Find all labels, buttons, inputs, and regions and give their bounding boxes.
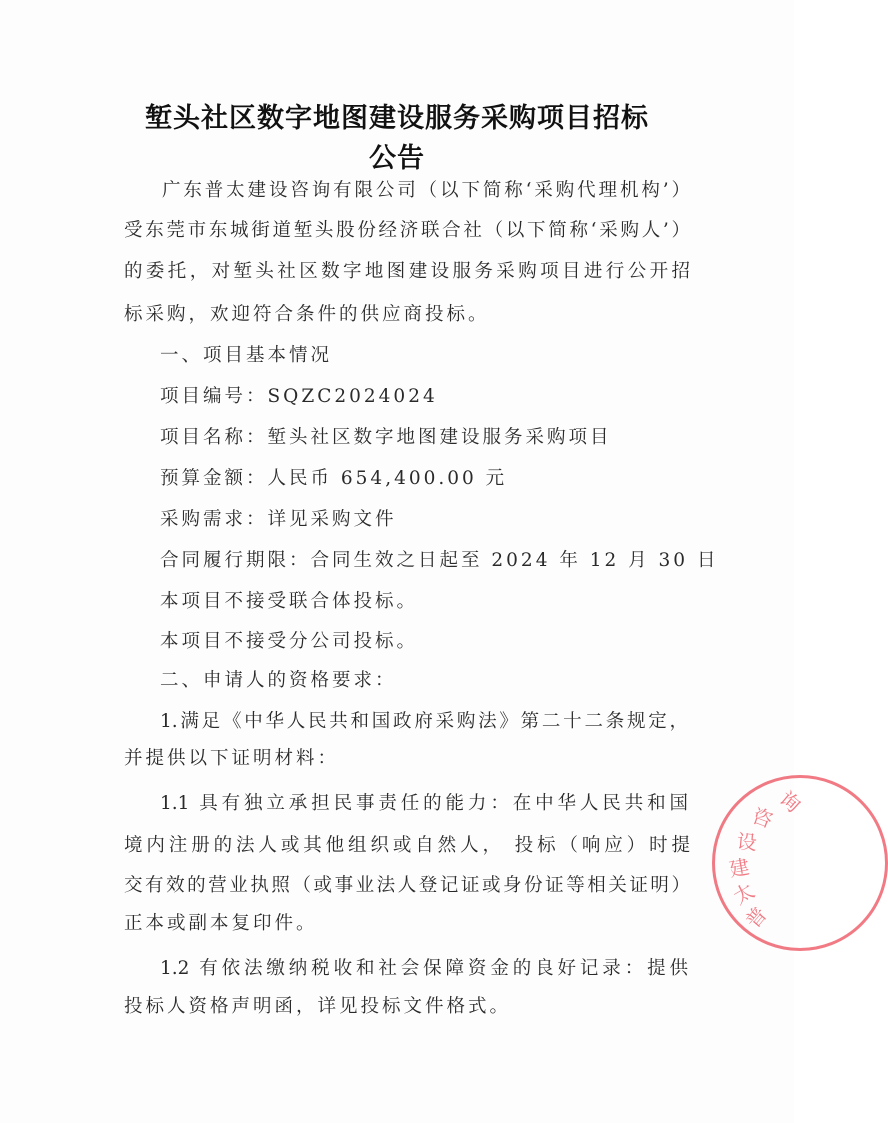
no-branch: 本项目不接受分公司投标。 — [160, 631, 419, 652]
section-heading: 二、申请人的资格要求： — [160, 670, 397, 691]
requirement-line: 1.2 有依法缴纳税收和社会保障资金的良好记录：提供 — [160, 958, 688, 979]
requirement-line: 交有效的营业执照（或事业法人登记证或身份证等相关证明） — [124, 875, 690, 896]
requirement-line: 1.满足《中华人民共和国政府采购法》第二十二条规定， — [160, 711, 688, 732]
budget-amount: 预算金额：人民币 654,400.00 元 — [160, 468, 508, 489]
requirement-line: 并提供以下证明材料： — [124, 748, 340, 769]
intro-line: 广东普太建设咨询有限公司（以下简称‘采购代理机构’） — [162, 180, 690, 201]
intro-line: 标采购，欢迎符合条件的供应商投标。 — [124, 304, 490, 325]
requirement-line: 1.1 具有独立承担民事责任的能力：在中华人民共和国 — [160, 793, 688, 814]
no-consortium: 本项目不接受联合体投标。 — [160, 591, 419, 612]
requirement-line: 投标人资格声明函，详见投标文件格式。 — [124, 996, 512, 1017]
contract-period: 合同履行期限：合同生效之日起至 2024 年 12 月 30 日 — [160, 550, 719, 571]
company-seal: 询 咨 设 建 太 普 — [712, 775, 888, 951]
procurement-requirement: 采购需求：详见采购文件 — [160, 509, 397, 530]
requirement-line: 正本或副本复印件。 — [124, 913, 318, 934]
document-title-line2: 公告 — [369, 143, 425, 174]
document-title-line1: 堑头社区数字地图建设服务采购项目招标 — [145, 103, 649, 134]
requirement-line: 境内注册的法人或其他组织或自然人， 投标（响应）时提 — [124, 835, 690, 856]
intro-line: 的委托，对堑头社区数字地图建设服务采购项目进行公开招 — [124, 261, 690, 282]
intro-line: 受东莞市东城街道堑头股份经济联合社（以下简称‘采购人’） — [124, 220, 690, 241]
project-number: 项目编号：SQZC2024024 — [160, 386, 438, 407]
project-name: 项目名称：堑头社区数字地图建设服务采购项目 — [160, 427, 612, 448]
section-heading: 一、项目基本情况 — [160, 345, 333, 366]
